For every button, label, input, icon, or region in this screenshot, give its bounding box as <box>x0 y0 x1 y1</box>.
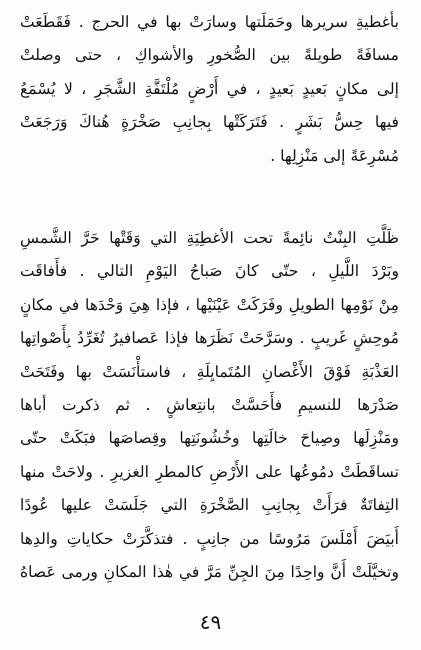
text-line: صَدْرَها للنسيمِ فأَحَسَّتْ بانتِعاشٍ . ثم ذكرت أباها <box>20 395 399 414</box>
text-line: العَذْبَةِ فَوْقَ الأَغْصانِ المُتَمايِلَةِ ، فاستأْنَسَتْ بها وفَتَحَتْ <box>20 362 399 381</box>
text-line: مِنْ نَوْمِها الطويلِ وفَرَكَتْ عَيْنَيْها ، فإذا هِيَ وَحْدَها في مكانٍ <box>20 295 399 314</box>
text-line: إلى مكانٍ بَعيدٍ بَعيدٍ ، في أَرْضٍ مُلْتَفَّةِ الشَّجَرِ ، لا يُسْمَعُ <box>20 79 399 98</box>
text-line: التِفاتَةٌ فرَأَتْ بِجانِبِ الصَّخْرَةِ التي جَلَسَتْ عليها عُودًا <box>20 496 399 515</box>
text-line: مسافَةً طويلةً بين الصُّخورِ والأشواكِ ، حتى وصلتْ <box>20 46 399 65</box>
text-line: وتخيَّلَتْ أَنَّ واحِدًا مِنَ الجِنِّ مَرَّ في هٰذا المكانِ ورمى عَصاهُ <box>20 562 399 581</box>
paragraph-1 <box>20 6 399 173</box>
text-line: وبَرْدَ اللَّيلِ ، حتّى كانَ صَباحُ اليَوْمِ التالي . فأَفاقَت <box>20 262 399 281</box>
text-line: مُوحِشٍ غَريبٍ . وسَرَّحَتْ نَظَرَها فإذا عَصافيرُ تُغَرِّدُ بِأَصْواتِها <box>20 329 399 348</box>
paragraph-2 <box>20 222 399 589</box>
text-line: مُسْرِعَةً إلى مَنْزِلِها . <box>270 146 399 165</box>
page-number: ٤٩ <box>199 610 222 634</box>
text-line: ظَلَّتِ البِنْتُ نائِمةً تحت الأغطِيَةِ التي وَقَتْها حَرَّ الشَّمسِ <box>20 229 399 247</box>
text-line: ومَنْزِلَها وصِياحَ خالَتِها وخُشُونَتِها وقِصاصَها فبَكَتْ حتّى <box>20 429 399 448</box>
text-line: بأغطيةِ سريرها وحَمَلَتها وسارَتْ بها في الحرج . فَقَطَعَتْ <box>20 13 399 31</box>
text-line: فيها حِسُّ بَشَرٍ . فَتَرَكَتْها بِجانِبِ صَخْرَةٍ هُناكَ وَرَجَعَتْ <box>20 113 399 132</box>
text-line: تساقَطَتْ دمُوعُها على الأَرْضِ كالمطرِ الغزيرِ . ولاحَتْ منها <box>20 462 399 481</box>
text-line: أَبيَضَ أَمْلَسَ مَرُوسًا من جانِبٍ . فتذكَّرَتْ حكاياتِ والدِها <box>20 529 399 548</box>
